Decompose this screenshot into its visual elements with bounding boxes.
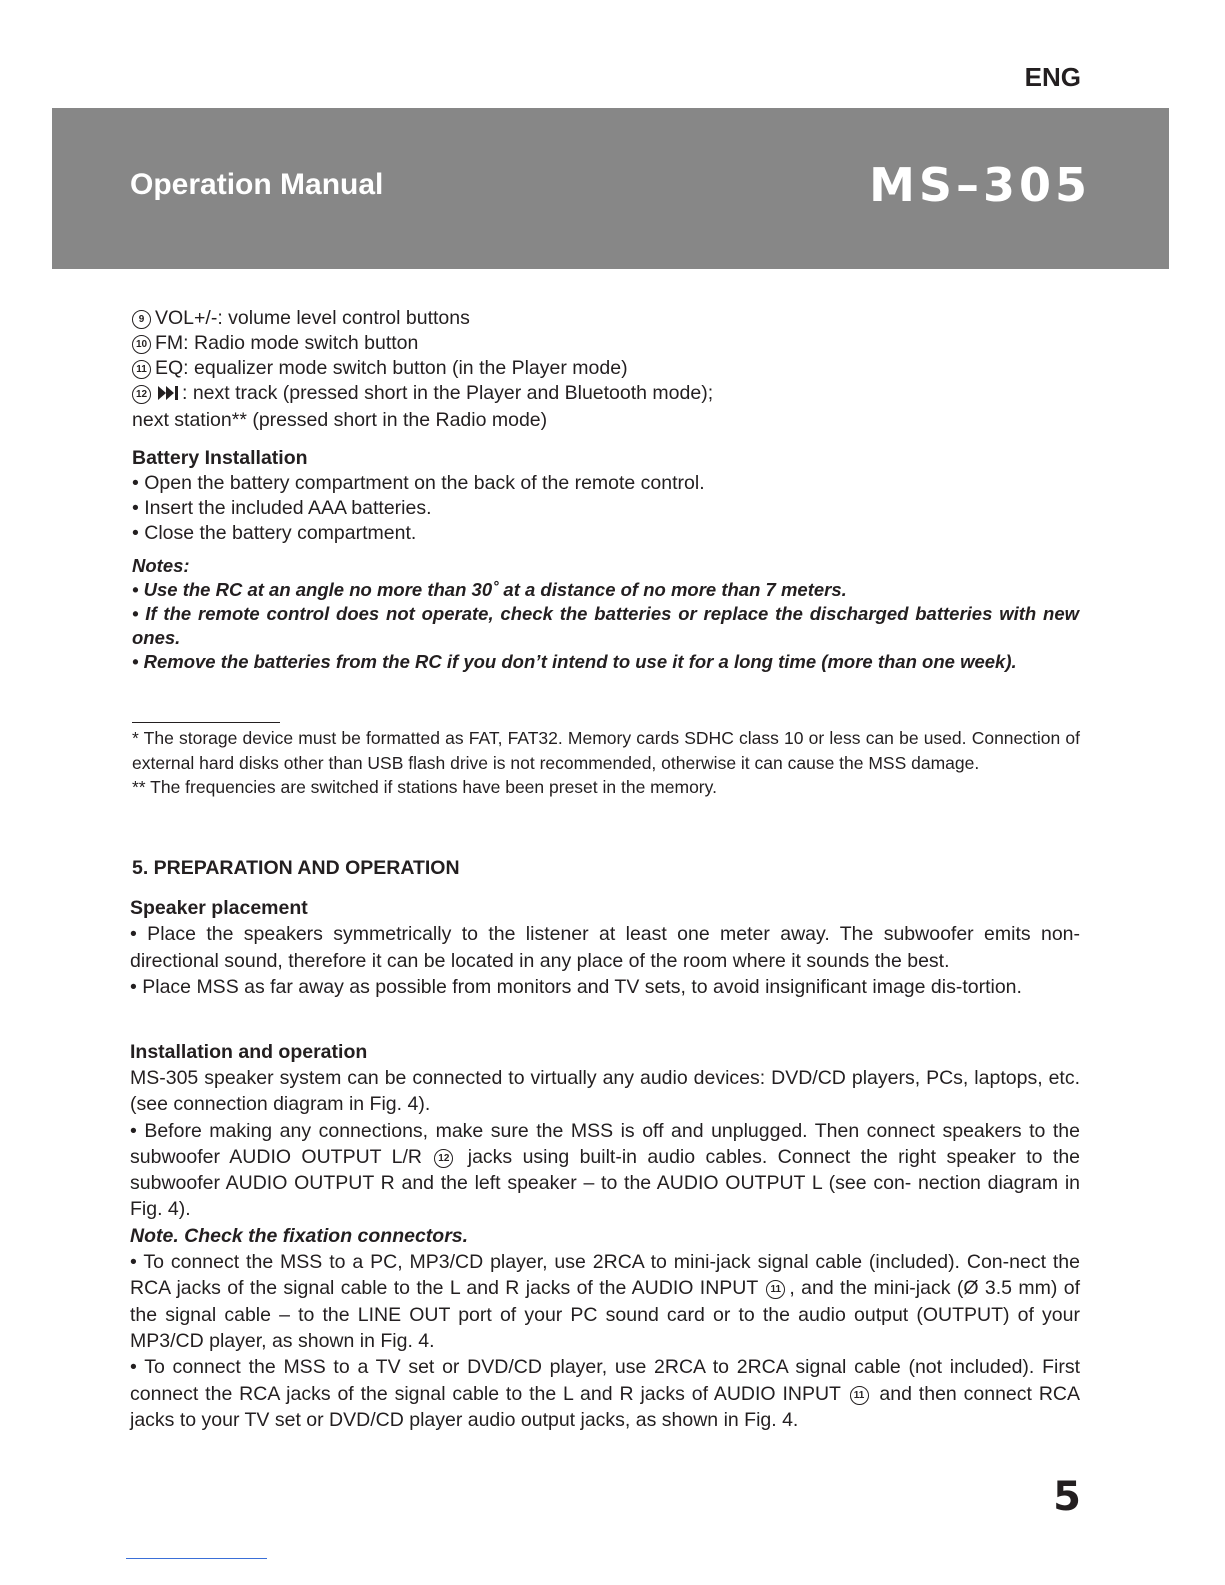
text-run: and then connect RCA jacks to your TV set or DVD/CD player audio output jacks, as shown in Fig. 4. <box>130 1382 1080 1431</box>
control-text: : next track (pressed short in the Player and Bluetooth mode); <box>182 382 714 404</box>
control-item <box>132 306 1090 331</box>
paragraph: MS-305 speaker system can be connected to virtually any audio devices: DVD/CD players, PCs, laptops, etc. (see connection diagram in Fig. 4). <box>130 1067 1080 1116</box>
list-item: • Insert the included AAA batteries. <box>132 497 432 519</box>
paragraph <box>130 1354 1080 1433</box>
footnote: * The storage device must be formatted as FAT, FAT32. Memory cards SDHC class 10 or less can be used. Connection of external hard disks other than USB flash drive is not recommended, otherwise it can cause the MSS damage. <box>132 728 1080 773</box>
battery-heading: Battery Installation <box>132 447 308 469</box>
page-number: 5 <box>1053 1474 1081 1520</box>
control-continuation: next station** (pressed short in the Radio mode) <box>132 409 548 431</box>
paragraph: • Place MSS as far away as possible from monitors and TV sets, to avoid insignificant image dis-tortion. <box>130 976 1022 998</box>
number-badge: 11 <box>850 1386 869 1405</box>
installation-heading: Installation and operation <box>130 1041 368 1063</box>
placement-section <box>130 896 1080 1001</box>
control-text: EQ: equalizer mode switch button (in the Player mode) <box>155 357 628 379</box>
paragraph <box>130 1249 1080 1354</box>
model-name: MS–305 <box>869 158 1091 212</box>
footnotes <box>132 726 1080 800</box>
paragraph <box>130 1118 1080 1223</box>
header-banner <box>52 108 1169 269</box>
section-heading: 5. PREPARATION AND OPERATION <box>132 857 460 879</box>
next-track-icon <box>158 383 180 408</box>
text-run: , and the mini-jack (Ø 3.5 mm) of the signal cable – to the LINE OUT port of your PC sound card or to the audio output (OUTPUT) of your MP3/CD player, as shown in Fig. 4. <box>130 1277 1081 1352</box>
number-badge: 10 <box>132 335 151 354</box>
fixation-note: Note. Check the fixation connectors. <box>130 1224 469 1247</box>
control-item <box>132 356 1090 381</box>
manual-title: Operation Manual <box>130 168 384 201</box>
control-text: FM: Radio mode switch button <box>155 332 419 354</box>
list-item: • Close the battery compartment. <box>132 522 417 544</box>
number-badge: 12 <box>434 1149 453 1168</box>
note-item: • Remove the batteries from the RC if you don’t intend to use it for a long time (more than one week). <box>132 651 1017 672</box>
number-badge: 9 <box>132 310 151 329</box>
number-badge: 11 <box>766 1280 785 1299</box>
note-item: • If the remote control does not operate, check the batteries or replace the discharged batteries with new ones. <box>132 603 1079 648</box>
text-run: • Before making any connections, make sure the MSS is off and unplugged. Then connect speakers to the subwoofer AUDIO OUTPUT L/R <box>130 1119 1080 1168</box>
footnote: ** The frequencies are switched if stations have been preset in the memory. <box>132 777 717 797</box>
control-item <box>132 381 1090 408</box>
placement-heading: Speaker placement <box>130 897 308 919</box>
control-text: VOL+/-: volume level control buttons <box>155 307 470 329</box>
text-run: • To connect the MSS to a TV set or DVD/CD player, use 2RCA to 2RCA signal cable (not included). First connect the RCA jacks of the signal cable to the L and R jacks of AUDIO INPUT <box>130 1356 1080 1405</box>
note-item: • Use the RC at an angle no more than 30˚ at a distance of no more than 7 meters. <box>132 579 847 600</box>
notes-section <box>132 554 1079 674</box>
controls-list <box>132 306 1090 433</box>
text-run: jacks using built-in audio cables. Connect the right speaker to the subwoofer AUDIO OUTPUT R and the left speaker – to the AUDIO OUTPUT L (see con- nection diagram in Fig. 4). <box>130 1145 1081 1221</box>
section-heading-block <box>132 856 1090 881</box>
installation-section <box>130 1040 1080 1433</box>
text-run: • To connect the MSS to a PC, MP3/CD player, use 2RCA to mini-jack signal cable (included). Con-nect the RCA jacks of the signal cable to the L and R jacks of the AUDIO INPUT <box>130 1251 1080 1300</box>
number-badge: 11 <box>132 360 151 379</box>
language-label: ENG <box>1024 62 1081 92</box>
bottom-divider <box>126 1558 267 1559</box>
battery-section <box>132 446 1090 546</box>
footnote-divider <box>132 722 280 723</box>
paragraph: • Place the speakers symmetrically to the listener at least one meter away. The subwoofer emits non-directional sound, therefore it can be located in any place of the room where it sounds the best. <box>130 923 1080 972</box>
number-badge: 12 <box>132 385 151 404</box>
control-item <box>132 331 1090 356</box>
list-item: • Open the battery compartment on the back of the remote control. <box>132 472 705 494</box>
notes-heading: Notes: <box>132 555 190 576</box>
